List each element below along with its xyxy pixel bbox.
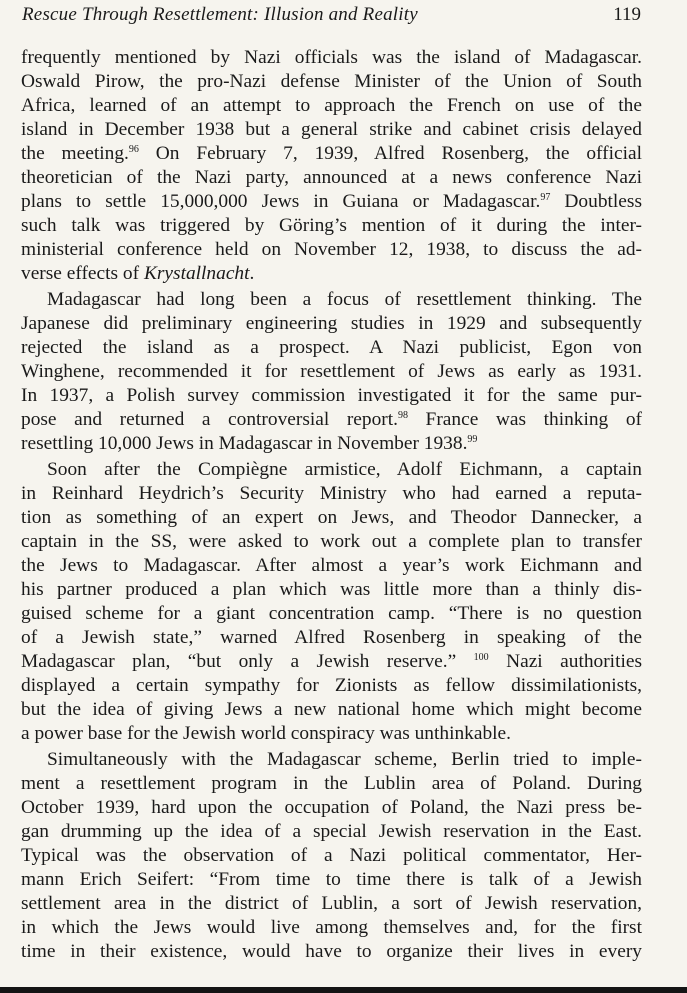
text-line: captain in the SS, were asked to work out a complete plan to transfer xyxy=(21,531,642,552)
text-line: mann Erich Seifert: “From time to time there is talk of a Jewish xyxy=(21,869,642,890)
text-line: ministerial conference held on November 12, 1938, to discuss the ad- xyxy=(21,239,642,260)
text-line: his partner produced a plan which was little more than a thinly dis- xyxy=(21,579,642,600)
text-line: a power base for the Jewish world conspiracy was unthinkable. xyxy=(21,723,512,744)
text-line: in which the Jews would live among themselves and, for the first xyxy=(21,917,642,938)
paragraph-first-line: Simultaneously with the Madagascar scheme, Berlin tried to imple- xyxy=(47,749,642,770)
text-line: October 1939, hard upon the occupation of Poland, the Nazi press be- xyxy=(21,797,642,818)
text-line: settlement area in the district of Lublin, a sort of Jewish reservation, xyxy=(21,893,642,914)
text-line: Japanese did preliminary engineering studies in 1929 and subsequently xyxy=(21,313,642,334)
text-line: in Reinhard Heydrich’s Security Ministry who had earned a reputa- xyxy=(21,483,642,504)
running-title: Rescue Through Resettlement: Illusion and Reality xyxy=(22,4,418,25)
text-line: theoretician of the Nazi party, announced at a news conference Nazi xyxy=(21,167,642,188)
page-bottom-edge xyxy=(0,987,687,993)
text-line: the Jews to Madagascar. After almost a year’s work Eichmann and xyxy=(21,555,642,576)
page-header xyxy=(22,4,641,30)
text-line: tion as something of an expert on Jews, and Theodor Dannecker, a xyxy=(21,507,642,528)
text-line: but the idea of giving Jews a new national home which might become xyxy=(21,699,642,720)
text-line: guised scheme for a giant concentration camp. “There is no question xyxy=(21,603,642,624)
text-line: time in their existence, would have to organize their lives in every xyxy=(21,941,642,962)
text-line: rejected the island as a prospect. A Nazi publicist, Egon von xyxy=(21,337,642,358)
text-line: Oswald Pirow, the pro-Nazi defense Minister of the Union of South xyxy=(21,71,642,92)
text-line: verse effects of Krystallnacht. xyxy=(21,263,255,284)
text-line: such talk was triggered by Göring’s mention of it during the inter- xyxy=(21,215,642,236)
text-line: the meeting.$^{96}$ On February 7, 1939, Alfred Rosenberg, the official xyxy=(21,143,642,164)
text-line: plans to settle 15,000,000 Jews in Guiana or Madagascar.$^{97}$ Doubtless xyxy=(21,191,642,212)
text-line: Madagascar plan, “but only a Jewish reserve.” $^{100}$ Nazi authorities xyxy=(21,651,642,672)
paragraph-first-line: Soon after the Compiègne armistice, Adolf Eichmann, a captain xyxy=(47,459,642,480)
page-number: 119 xyxy=(613,4,641,25)
text-line: gan drumming up the idea of a special Jewish reservation in the East. xyxy=(21,821,642,842)
paragraph-first-line: Madagascar had long been a focus of resettlement thinking. The xyxy=(47,289,642,310)
text-line: island in December 1938 but a general strike and cabinet crisis delayed xyxy=(21,119,642,140)
text-line: Winghene, recommended it for resettlement of Jews as early as 1931. xyxy=(21,361,642,382)
text-line: ment a resettlement program in the Lublin area of Poland. During xyxy=(21,773,642,794)
text-line: In 1937, a Polish survey commission investigated it for the same pur- xyxy=(21,385,642,406)
text-line: frequently mentioned by Nazi officials was the island of Madagascar. xyxy=(21,47,642,68)
text-line: Africa, learned of an attempt to approach the French on use of the xyxy=(21,95,642,116)
text-line: of a Jewish state,” warned Alfred Rosenberg in speaking of the xyxy=(21,627,642,648)
text-line: displayed a certain sympathy for Zionists as fellow dissimilationists, xyxy=(21,675,642,696)
text-line: pose and returned a controversial report.$^{98}$ France was thinking of xyxy=(21,409,642,430)
text-line: resettling 10,000 Jews in Madagascar in November 1938.99 xyxy=(21,433,478,454)
text-line: Typical was the observation of a Nazi political commentator, Her- xyxy=(21,845,642,866)
